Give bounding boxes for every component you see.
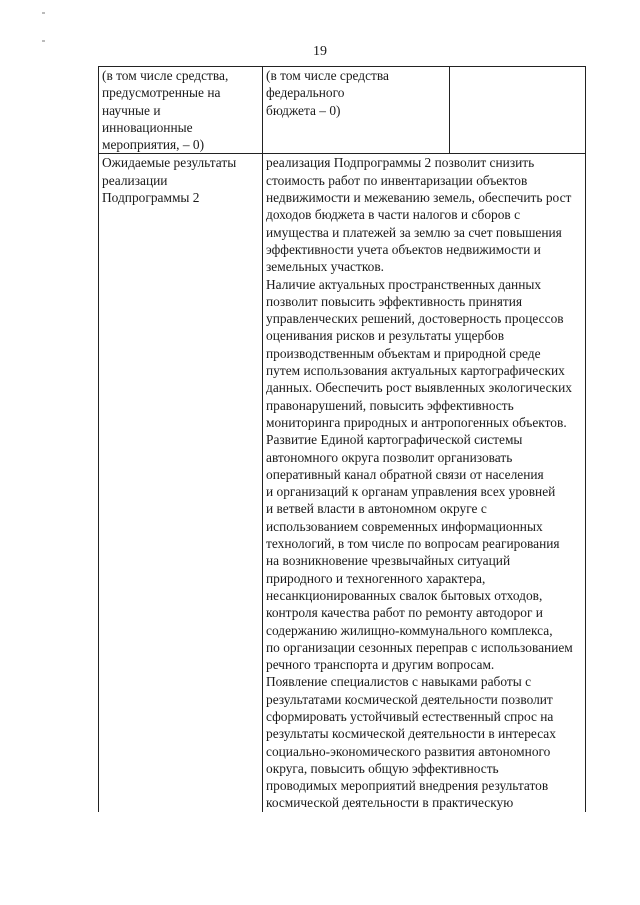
funding-note-cell bbox=[263, 67, 450, 154]
results-paragraph: Наличие актуальных пространственных данных позволит повысить эффективность принятия управленческих решений, достоверность процессов оценивания рисков и результаты ущербов производственным объектам и природной среде путем использования актуальных картографических данных. Обеспечить рост выявленных экологических правонарушений, повысить эффективность мониторинга природных и антропогенных объектов. bbox=[266, 276, 572, 430]
results-paragraph: Развитие Единой картографической системы автономного округа позволит организовать оперативный канал обратной связи от населения и организаций к органам управления всех уровней и ветвей власти в автономном округе с использованием современных информационных технологий, в том числе по вопросам реагирования на возникновение чрезвычайных ситуаций природного и техногенного характера, несанкционированных свалок бытовых отходов, контроля качества работ по ремонту автодорог и содержанию жилищно-коммунального комплекса, по организации сезонных переправ с использованием речного транспорта и другим вопросам. bbox=[266, 432, 573, 673]
expected-results-label: Ожидаемые результаты реализации Подпрограммы 2 bbox=[102, 155, 237, 206]
results-paragraph: Появление специалистов с навыками работы с результатами космической деятельности позволит сформировать устойчивый естественный спрос на результаты космической деятельности в интересах социально-экономического развития автономного округа, повысить общую эффективность проводимых мероприятий внедрения результатов космической деятельности в практическую bbox=[266, 674, 556, 811]
funding-note-research: (в том числе средства, предусмотренные на научные и инновационные мероприятия, – 0) bbox=[102, 68, 229, 153]
funding-note-cell bbox=[99, 67, 263, 154]
results-paragraph: реализация Подпрограммы 2 позволит снизить стоимость работ по инвентаризации объектов недвижимости и межеванию земель, обеспечить рост доходов бюджета в части налогов и сборов с имущества и платежей за землю за счет повышения эффективности учета объектов недвижимости и земельных участков. bbox=[266, 155, 572, 275]
scan-mark bbox=[42, 12, 45, 14]
results-label-cell bbox=[99, 154, 263, 812]
program-table bbox=[98, 66, 586, 812]
page-number: 19 bbox=[313, 44, 327, 59]
table-row bbox=[99, 154, 586, 812]
results-text-cell bbox=[263, 154, 586, 812]
funding-note-federal: (в том числе средства федерального бюджета – 0) bbox=[266, 68, 389, 118]
table-row bbox=[99, 67, 586, 154]
scan-mark bbox=[42, 40, 45, 42]
empty-cell bbox=[450, 67, 586, 154]
